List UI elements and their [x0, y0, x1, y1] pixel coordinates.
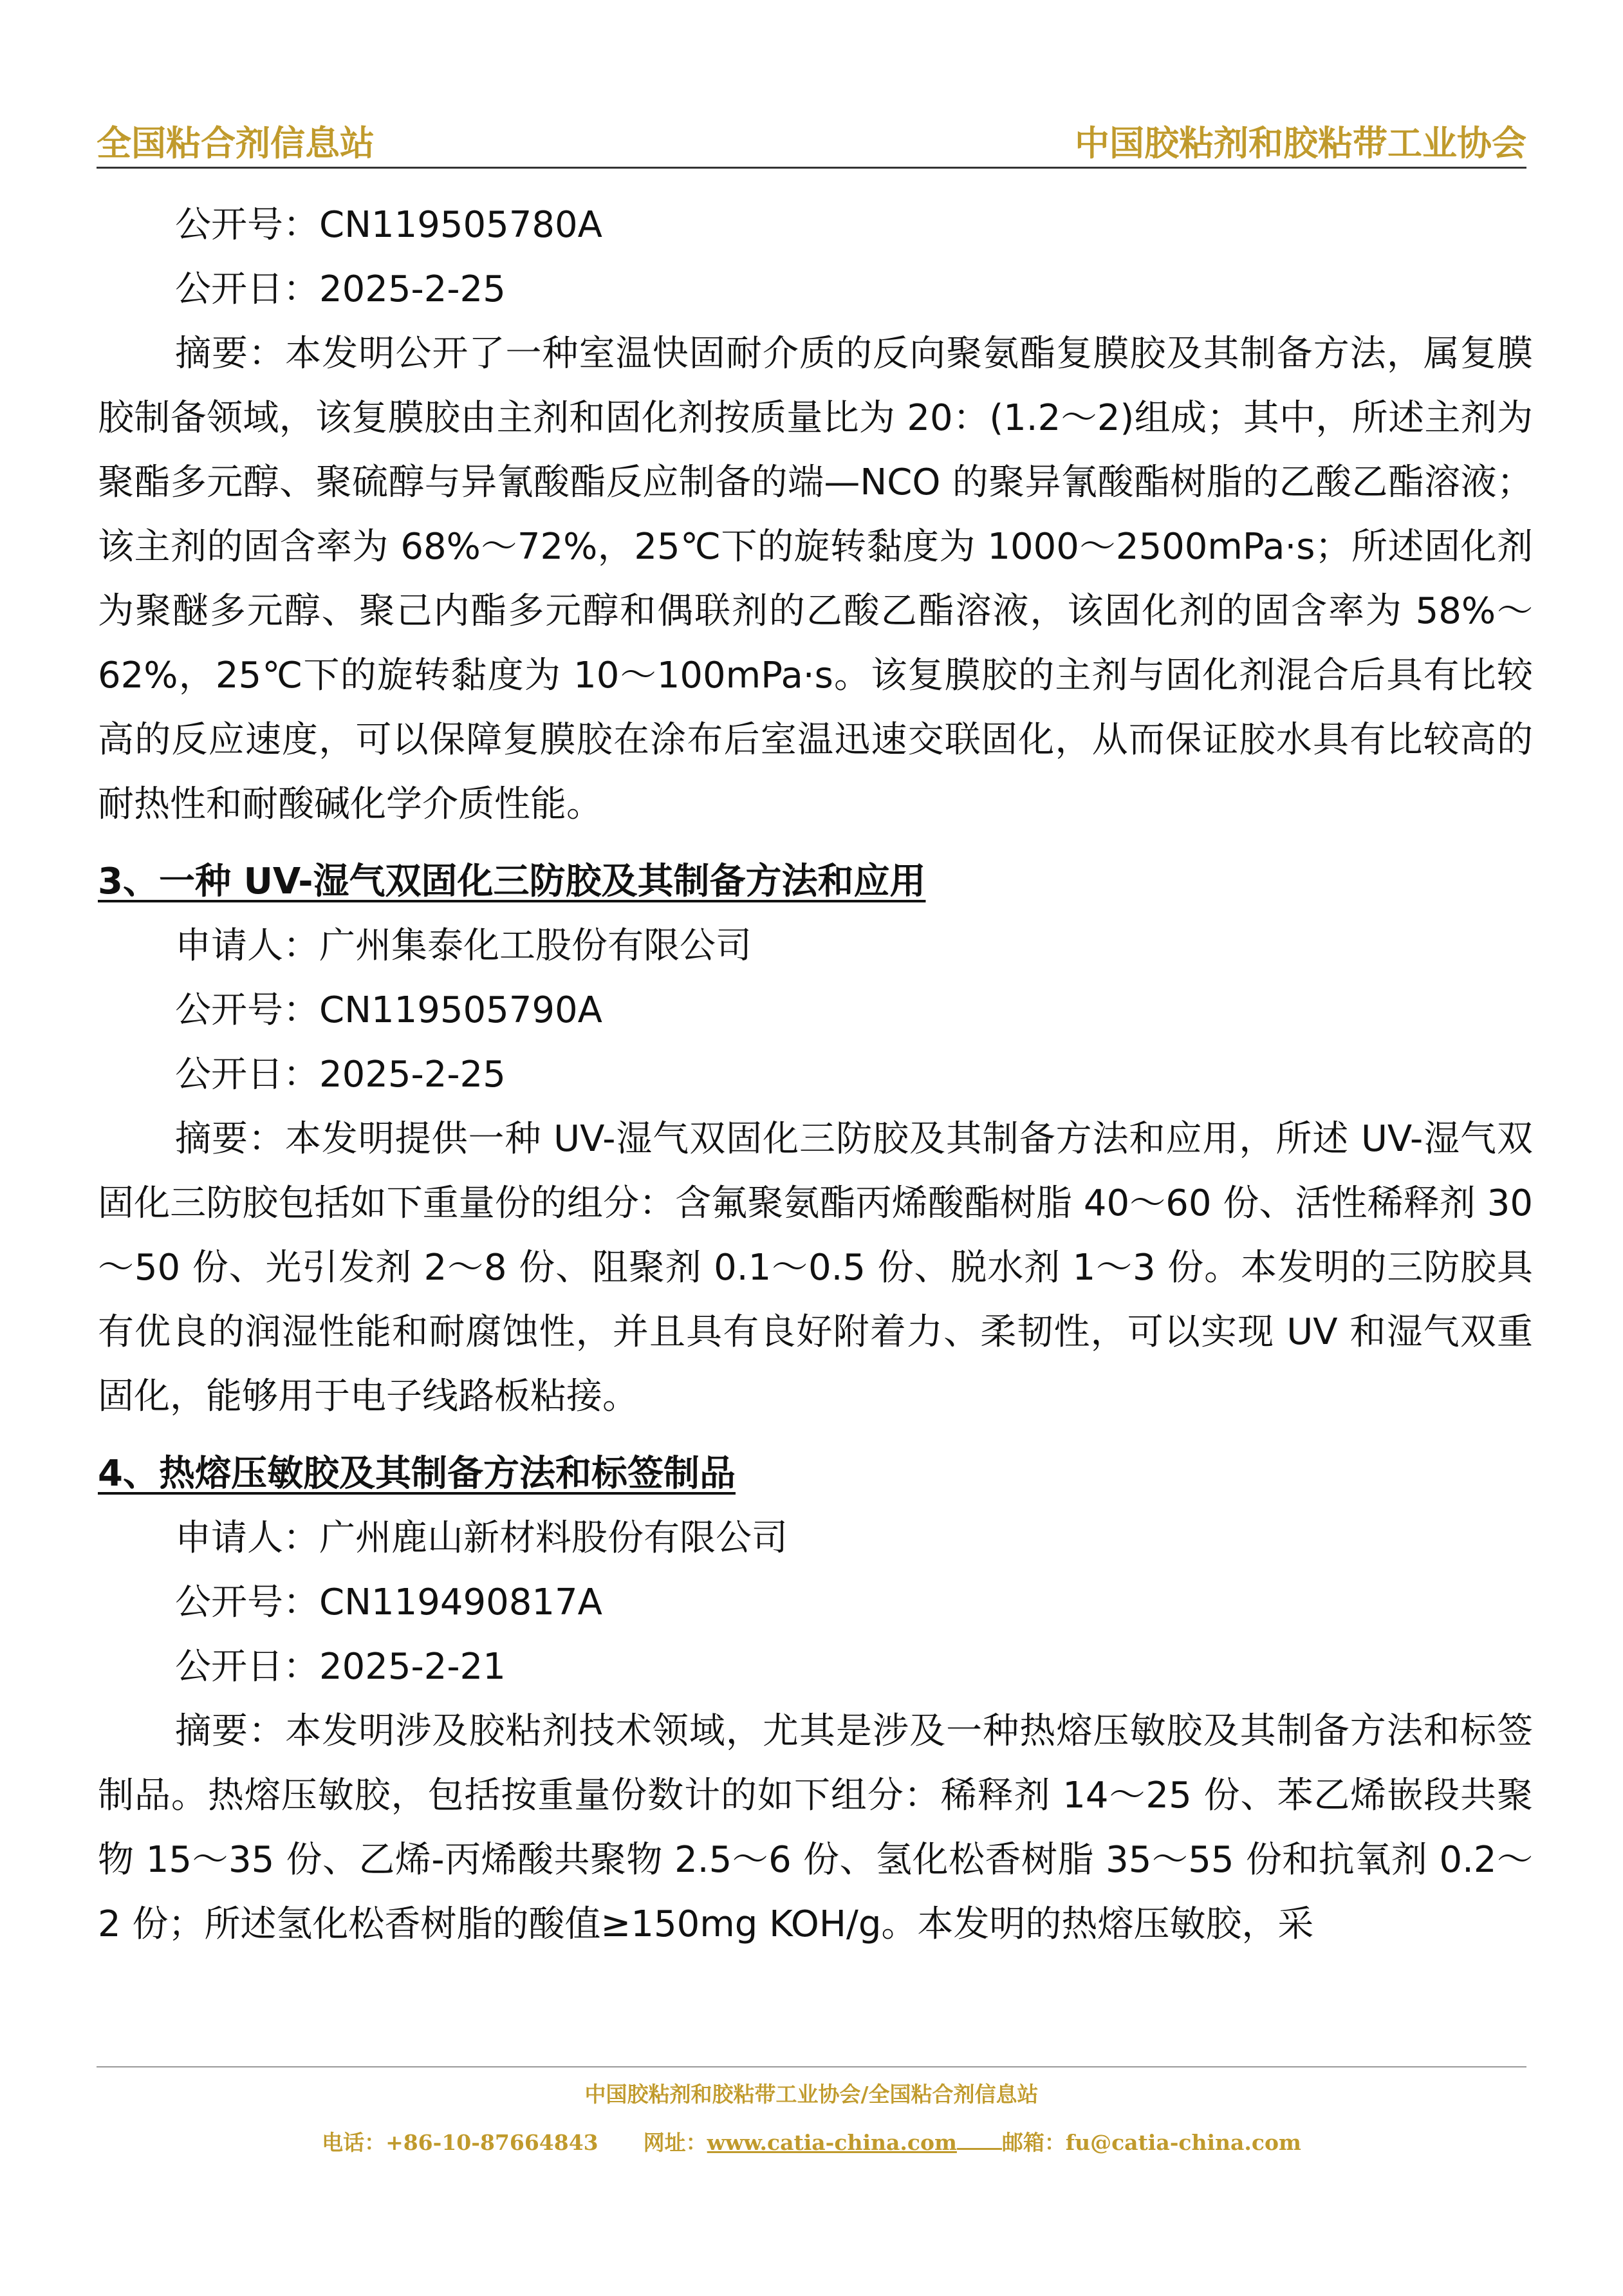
document-body: [98, 193, 1533, 1957]
entry3-abstract: 摘要：本发明提供一种 UV-湿气双固化三防胶及其制备方法和应用，所述 UV-湿气双固化三防胶包括如下重量份的组分：含氟聚氨酯丙烯酸酯树脂 40～60 份、活性稀释剂 30～50 份、光引发剂 2～8 份、阻聚剂 0.1～0.5 份、脱水剂 1～3 份。本发明的三防胶具有优良的润湿性能和耐腐蚀性，并且具有良好附着力、柔韧性，可以实现 UV 和湿气双重固化，能够用于电子线路板粘接。: [98, 1118, 1533, 1417]
top-entry-pub-no: 公开号：CN119505780A: [175, 204, 602, 246]
footer-org-line: 中国胶粘剂和胶粘带工业协会/全国粘合剂信息站: [584, 2082, 1039, 2107]
entry4-applicant: 申请人：广州鹿山新材料股份有限公司: [175, 1517, 788, 1559]
entry4-pub-date: 公开日：2025-2-21: [175, 1646, 506, 1688]
footer-website-label: 网址：: [643, 2130, 707, 2155]
footer-phone: 电话：+86-10-87664843: [322, 2130, 598, 2155]
entry4-abstract: 摘要：本发明涉及胶粘剂技术领域，尤其是涉及一种热熔压敏胶及其制备方法和标签制品。热熔压敏胶，包括按重量份数计的如下组分：稀释剂 14～25 份、苯乙烯嵌段共聚物 15～35 份、乙烯-丙烯酸共聚物 2.5～6 份、氢化松香树脂 35～55 份和抗氧剂 0.2～2 份；所述氢化松香树脂的酸值≥150mg KOH/g。本发明的热熔压敏胶，采: [98, 1710, 1533, 1945]
header-right-title: 中国胶粘剂和胶粘带工业协会: [1075, 122, 1526, 164]
entry3-applicant: 申请人：广州集泰化工股份有限公司: [175, 925, 752, 967]
top-entry-abstract: 摘要：本发明公开了一种室温快固耐介质的反向聚氨酯复膜胶及其制备方法，属复膜胶制备领域，该复膜胶由主剂和固化剂按质量比为 20：(1.2～2)组成；其中，所述主剂为聚酯多元醇、聚硫醇与异氰酸酯反应制备的端—NCO 的聚异氰酸酯树脂的乙酸乙酯溶液；该主剂的固含率为 68%～72%，25℃下的旋转黏度为 1000～2500mPa·s；所述固化剂为聚醚多元醇、聚己内酯多元醇和偶联剂的乙酸乙酯溶液，该固化剂的固含率为 58%～62%，25℃下的旋转黏度为 10～100mPa·s。该复膜胶的主剂与固化剂混合后具有比较高的反应速度，可以保障复膜胶在涂布后室温迅速交联固化，从而保证胶水具有比较高的耐热性和耐酸碱化学介质性能。: [98, 333, 1533, 825]
footer-email: 邮箱：fu@catia-china.com: [1001, 2130, 1301, 2155]
footer-contact-line: [0, 2126, 1623, 2156]
footer-underline-decoration: [957, 2147, 1002, 2150]
footer-website-link[interactable]: www.catia-china.com: [707, 2130, 957, 2155]
entry3-pub-no: 公开号：CN119505790A: [175, 989, 602, 1031]
page-header: [97, 113, 1526, 164]
entry4-title: 4、热熔压敏胶及其制备方法和标签制品: [98, 1453, 736, 1495]
entry3-title: 3、一种 UV-湿气双固化三防胶及其制备方法和应用: [98, 861, 926, 902]
top-entry-pub-date: 公开日：2025-2-25: [175, 268, 506, 310]
header-divider: [97, 167, 1526, 169]
header-left-title: 全国粘合剂信息站: [97, 122, 375, 164]
entry4-pub-no: 公开号：CN119490817A: [175, 1582, 602, 1623]
entry3-pub-date: 公开日：2025-2-25: [175, 1054, 506, 1096]
footer-divider: [97, 2066, 1526, 2067]
